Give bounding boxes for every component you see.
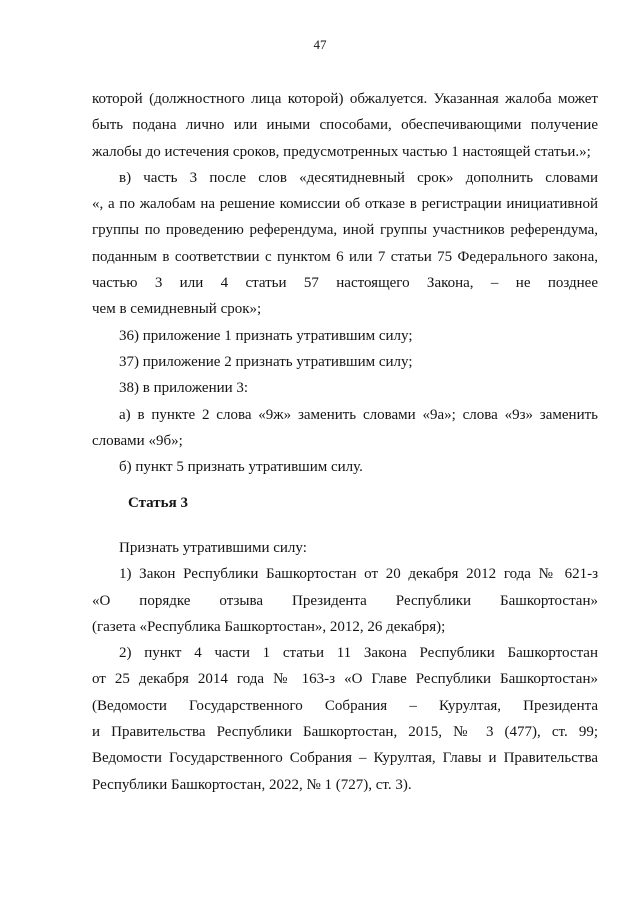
text-line: «, а по жалобам на решение комиссии об отказе в регистрации инициативной (92, 196, 598, 213)
page-number: 47 (313, 37, 327, 52)
text-line: в) часть 3 после слов «десятидневный срок» дополнить словами (119, 169, 598, 186)
text-line: частью 3 или 4 статьи 57 настоящего Закона, – не позднее (92, 275, 598, 292)
article-heading: Статья 3 (128, 495, 188, 511)
text-line: Республики Башкортостан, 2022, № 1 (727), ст. 3). (92, 776, 412, 793)
text-line: от 25 декабря 2014 года № 163-з «О Главе Республики Башкортостан» (92, 671, 598, 688)
text-line: 1) Закон Республики Башкортостан от 20 декабря 2012 года № 621-з (119, 566, 598, 583)
text-line: (газета «Республика Башкортостан», 2012, 26 декабря); (92, 618, 446, 635)
text-line: 38) в приложении 3: (119, 380, 249, 397)
text-line: Ведомости Государственного Собрания – Курултая, Главы и Правительства (92, 750, 598, 767)
text-line: группы по проведению референдума, иной группы участников референдума, (92, 222, 598, 239)
text-line: жалобы до истечения сроков, предусмотренных частью 1 настоящей статьи.»; (92, 143, 591, 160)
text-line: (Ведомости Государственного Собрания – Курултая, Президента (92, 697, 598, 714)
upper-text-block (92, 86, 598, 480)
text-line: а) в пункте 2 слова «9ж» заменить словами «9а»; слова «9з» заменить (119, 406, 598, 423)
text-line: б) пункт 5 признать утратившим силу. (119, 459, 363, 476)
text-line: 37) приложение 2 признать утратившим силу; (119, 353, 413, 370)
text-line: Признать утратившими силу: (119, 540, 307, 556)
text-line: быть подана лично или иными способами, обеспечивающими получение (92, 117, 598, 134)
text-line: чем в семидневный срок»; (92, 301, 262, 318)
text-line: 36) приложение 1 признать утратившим силу; (119, 327, 413, 344)
text-line: и Правительства Республики Башкортостан, 2015, № 3 (477), ст. 99; (92, 724, 598, 741)
lower-text-block (92, 535, 598, 798)
text-line: «О порядке отзыва Президента Республики Башкортостан» (92, 592, 598, 609)
text-line: поданным в соответствии с пунктом 6 или 7 статьи 75 Федерального закона, (92, 248, 598, 265)
text-line: словами «9б»; (92, 432, 183, 449)
text-line: которой (должностного лица которой) обжалуется. Указанная жалоба может (92, 91, 598, 107)
text-line: 2) пункт 4 части 1 статьи 11 Закона Республики Башкортостан (119, 645, 598, 662)
